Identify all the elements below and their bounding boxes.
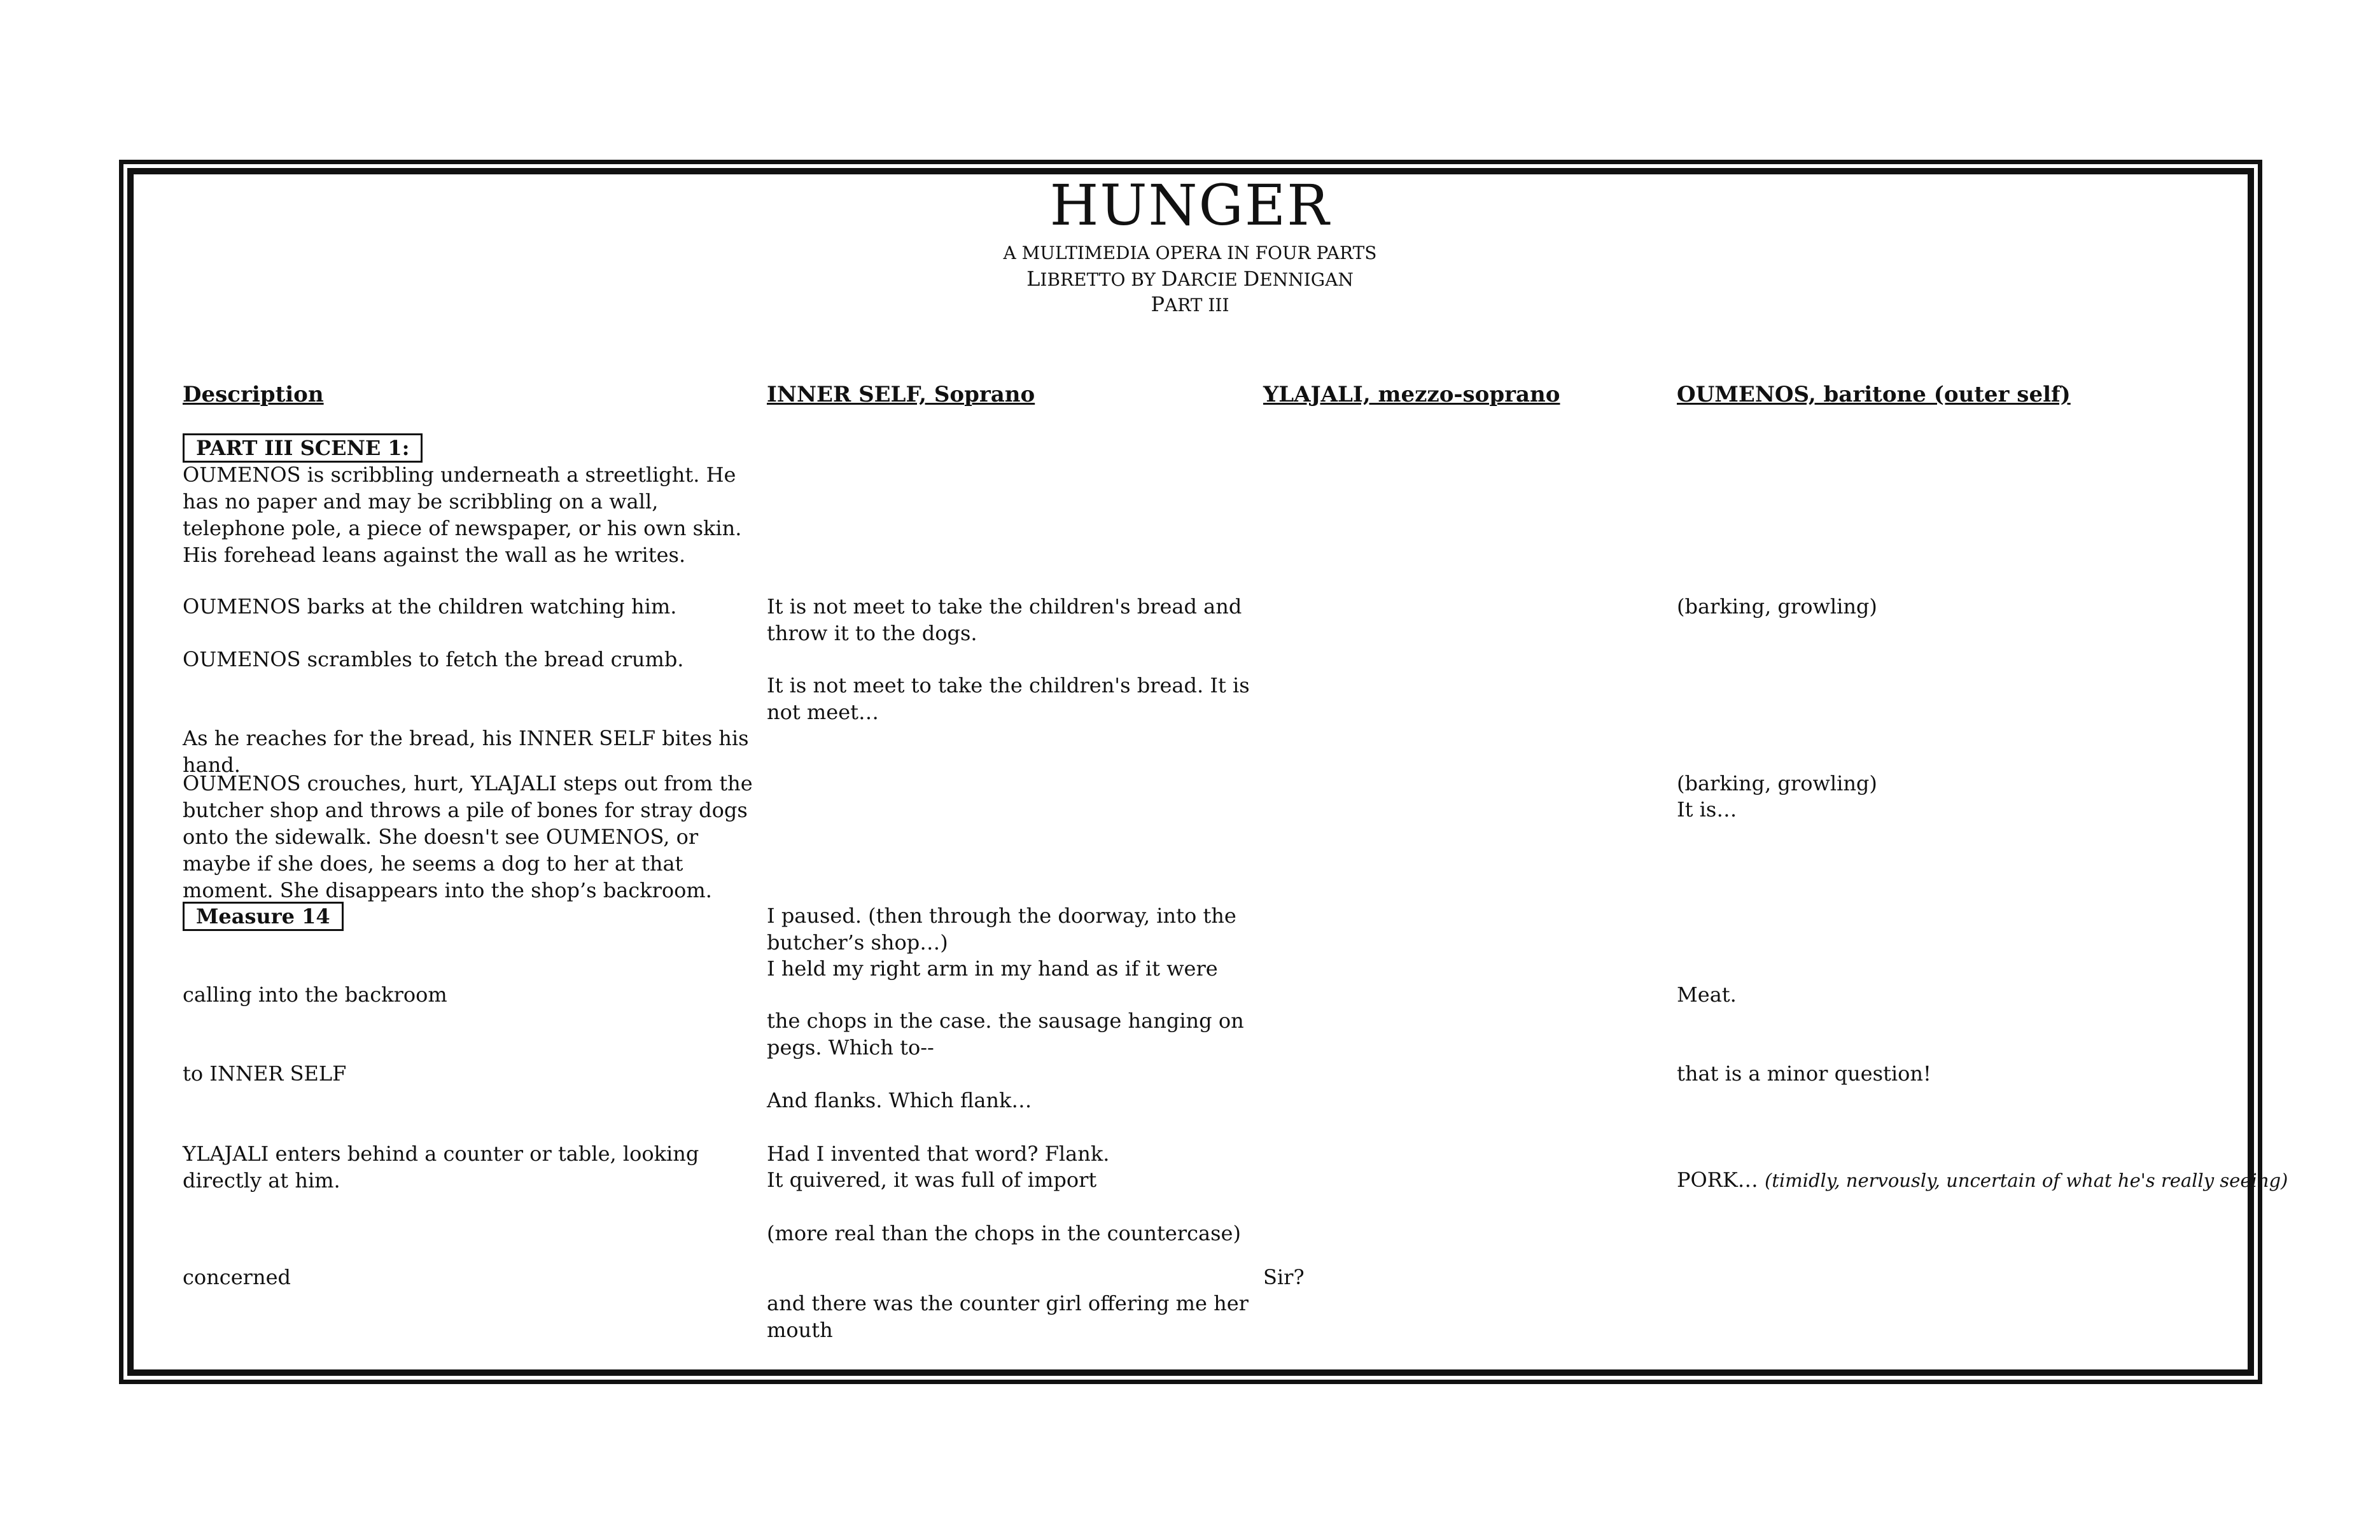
oumenos-line: (barking, growling) bbox=[1677, 771, 1877, 795]
part-label: PART III bbox=[1151, 292, 1229, 316]
inner-self-line: Had I invented that word? Flank. bbox=[767, 1142, 1110, 1166]
description-bites-hand: As he reaches for the bread, his INNER SELF bites his hand. bbox=[183, 726, 749, 777]
libretto-credit: LIBRETTO BY DARCIE DENNIGAN bbox=[1026, 267, 1354, 291]
inner-self-line: It is not meet to take the children's bread. It is not meet… bbox=[767, 673, 1250, 724]
measure-label: Measure 14 bbox=[183, 902, 344, 931]
oumenos-lyric: PORK… bbox=[1677, 1168, 1758, 1192]
inner-self-line: It is not meet to take the children's bread and throw it to the dogs. bbox=[767, 594, 1242, 645]
inner-self-line: (more real than the chops in the countercase) bbox=[767, 1221, 1241, 1245]
column-header-inner-self: INNER SELF, Soprano bbox=[767, 382, 1035, 407]
ylajali-line: Sir? bbox=[1263, 1265, 1305, 1289]
column-header-oumenos: OUMENOS, baritone (outer self) bbox=[1677, 382, 2071, 407]
inner-self-line: I paused. (then through the doorway, into the butcher’s shop…) bbox=[767, 904, 1236, 955]
stage-direction: (timidly, nervously, uncertain of what he's really seeing) bbox=[1764, 1170, 2288, 1191]
description-scene-setting: OUMENOS is scribbling underneath a streetlight. He has no paper and may be scribbling on a wall, telephone pole, a piece of newspaper, or his own skin. His forehead leans against the wall as he writes. bbox=[183, 463, 742, 567]
column-header-ylajali: YLAJALI, mezzo-soprano bbox=[1263, 382, 1560, 407]
oumenos-line: that is a minor question! bbox=[1677, 1061, 1931, 1086]
description-barks: OUMENOS barks at the children watching him. bbox=[183, 594, 677, 619]
inner-self-line: It quivered, it was full of import bbox=[767, 1168, 1097, 1192]
inner-self-line: the chops in the case. the sausage hanging on pegs. Which to-- bbox=[767, 1009, 1244, 1060]
scene-label: PART III SCENE 1: bbox=[183, 433, 423, 463]
inner-self-line: I held my right arm in my hand as if it were bbox=[767, 956, 1218, 981]
inner-self-line: and there was the counter girl offering me her mouth bbox=[767, 1291, 1249, 1342]
description-fetch-bread: OUMENOS scrambles to fetch the bread crumb. bbox=[183, 647, 684, 671]
document-subtitle: A MULTIMEDIA OPERA IN FOUR PARTS bbox=[1003, 242, 1377, 263]
description-to-inner-self: to INNER SELF bbox=[183, 1061, 347, 1086]
description-butcher-shop: OUMENOS crouches, hurt, YLAJALI steps out from the butcher shop and throws a pile of bones for stray dogs onto the sidewalk. She doesn't see OUMENOS, or maybe if she does, he seems a dog to her at that moment. She disappears into the shop’s backroom. bbox=[183, 771, 753, 902]
inner-self-line: And flanks. Which flank… bbox=[767, 1088, 1032, 1112]
oumenos-line bbox=[1677, 1166, 2288, 1194]
description-calling-backroom: calling into the backroom bbox=[183, 983, 447, 1007]
document-title: HUNGER bbox=[1049, 172, 1331, 238]
column-header-description: Description bbox=[183, 382, 324, 407]
oumenos-line: Meat. bbox=[1677, 983, 1737, 1007]
oumenos-line: It is… bbox=[1677, 797, 1737, 822]
oumenos-line: (barking, growling) bbox=[1677, 594, 1877, 619]
description-ylajali-enters: YLAJALI enters behind a counter or table, looking directly at him. bbox=[183, 1142, 699, 1193]
description-concerned: concerned bbox=[183, 1265, 291, 1289]
